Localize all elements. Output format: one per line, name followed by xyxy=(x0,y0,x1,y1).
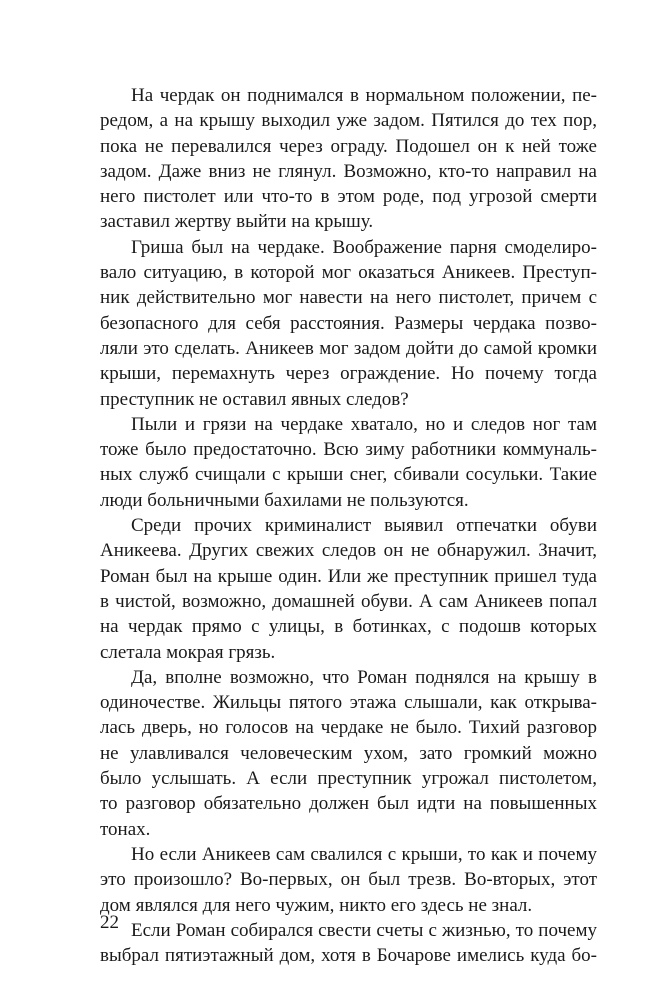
text-line: не улавливался человеческим ухом, зато громкий можно xyxy=(100,742,597,764)
paragraph xyxy=(100,513,597,665)
text-line: него пистолет или что-то в этом роде, под угрозой смерти xyxy=(100,186,597,208)
text-line: преступник не оставил явных следов? xyxy=(100,388,409,410)
text-line: На чердак он поднимался в нормальном положении, пе- xyxy=(131,85,597,106)
text-line: Пыли и грязи на чердаке хватало, но и следов ног там xyxy=(131,413,597,435)
paragraph xyxy=(100,665,597,842)
text-line: Роман был на крыше один. Или же преступник пришел туда xyxy=(100,565,597,587)
text-line: ник действительно мог навести на него пистолет, причем с xyxy=(100,287,597,309)
paragraph xyxy=(100,412,597,513)
text-line: Аникеева. Других свежих следов он не обнаружил. Значит, xyxy=(100,540,597,562)
text-line: одиночестве. Жильцы пятого этажа слышали, как открыва- xyxy=(100,692,597,714)
text-line: на чердак прямо с улицы, в ботинках, с подошв которых xyxy=(100,616,597,638)
text-line: это произошло? Во-первых, он был трезв. Во-вторых, этот xyxy=(100,869,597,891)
text-line: Да, вполне возможно, что Роман поднялся на крышу в xyxy=(131,666,597,688)
page-number: 22 xyxy=(100,912,119,933)
text-line: ляли это сделать. Аникеев мог задом дойти до самой кромки xyxy=(100,337,597,359)
paragraph xyxy=(100,918,597,969)
text-line: редом, а на крышу выходил уже задом. Пятился до тех пор, xyxy=(100,110,597,132)
text-line: слетала мокрая грязь. xyxy=(100,641,276,663)
text-line: задом. Даже вниз не глянул. Возможно, кто-то направил на xyxy=(100,160,597,182)
text-line: тоже было предостаточно. Всю зиму работники коммуналь- xyxy=(100,439,597,461)
text-line: пока не перевалился через ограду. Подошел он к ней тоже xyxy=(100,135,597,157)
text-line: безопасного для себя расстояния. Размеры чердака позво- xyxy=(100,312,597,334)
body-text xyxy=(100,83,597,968)
text-line: лась дверь, но голосов на чердаке не было. Тихий разговор xyxy=(100,717,597,739)
paragraph xyxy=(100,842,597,918)
paragraph xyxy=(100,235,597,412)
text-line: крыши, перемахнуть через ограждение. Но почему тогда xyxy=(100,363,597,385)
text-line: Но если Аникеев сам свалился с крыши, то как и почему xyxy=(131,843,597,865)
text-line: дом являлся для него чужим, никто его здесь не знал. xyxy=(100,894,533,916)
text-line: выбрал пятиэтажный дом, хотя в Бочарове имелись куда бо- xyxy=(100,945,597,967)
text-line: ных служб счищали с крыши снег, сбивали сосульки. Такие xyxy=(100,464,597,486)
text-line: заставил жертву выйти на крышу. xyxy=(100,211,374,233)
text-line: тонах. xyxy=(100,818,151,840)
paragraph xyxy=(100,83,597,235)
text-line: люди больничными бахилами не пользуются. xyxy=(100,489,469,511)
text-line: было услышать. А если преступник угрожал пистолетом, xyxy=(100,768,597,790)
text-line: в чистой, возможно, домашней обуви. А сам Аникеев попал xyxy=(100,590,597,612)
text-line: то разговор обязательно должен был идти на повышенных xyxy=(100,793,597,815)
text-line: Среди прочих криминалист выявил отпечатки обуви xyxy=(131,515,597,537)
text-line: вало ситуацию, в которой мог оказаться Аникеев. Преступ- xyxy=(100,262,597,284)
text-line: Гриша был на чердаке. Воображение парня смоделиро- xyxy=(131,236,597,258)
text-line: Если Роман собирался свести счеты с жизнью, то почему xyxy=(131,919,597,941)
